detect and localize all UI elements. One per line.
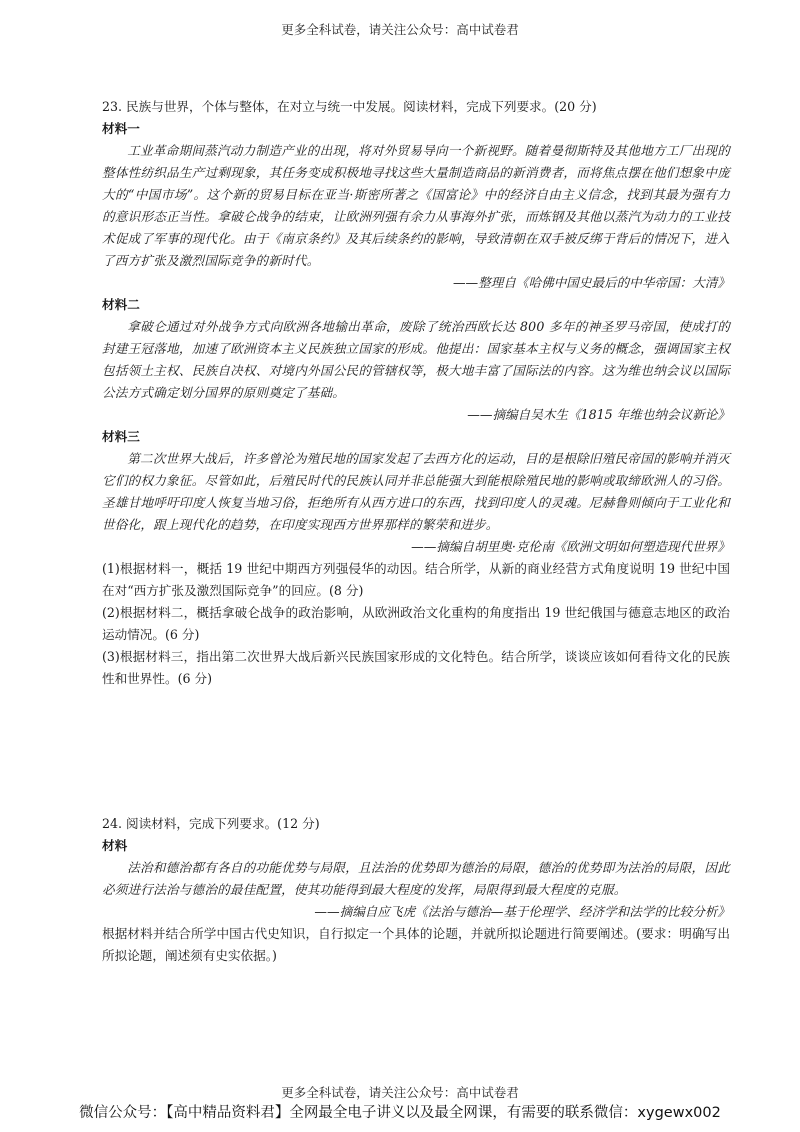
material-2-label: 材料二 [102,297,140,312]
question-24-title: 24. 阅读材料，完成下列要求。(12 分) [102,816,320,831]
material-1-text: 工业革命期间蒸汽动力制造产业的出现，将对外贸易导向一个新视野。随着曼彻斯特及其他地方工厂出现的整体性纺织品生产过剩现象，其任务变成积极地寻找这些大量制造商品的新消费者，而将焦点摆在他们想象中庞大的“中国市场”。这个新的贸易目标在亚当·斯密所著之《国富论》中的经济自由主义信念，找到其最为强有力的意识形态正当性。拿破仑战争的结束，让欧洲列强有余力从事海外扩张，而炼钢及其他以蒸汽为动力的工业技术促成了军事的现代化。由于《南京条约》及其后续条约的影响，导致清朝在双手被反绑于背后的情况下，进入了西方扩张及激烈国际竞争的新时代。 [102,143,730,268]
sub-question-2: (2)根据材料二，概括拿破仑战争的政治影响，从欧洲政治文化重构的角度指出 19 世纪俄国与德意志地区的政治运动情况。(6 分) [102,605,730,642]
sub-question-1: (1)根据材料一，概括 19 世纪中期西方列强侵华的动因。结合所学，从新的商业经营方式角度说明 19 世纪中国在对“西方扩张及激烈国际竞争”的回应。(8 分) [102,561,730,598]
material-3-label: 材料三 [102,429,140,444]
material-1-label: 材料一 [102,121,140,136]
material-1-source: ——整理自《哈佛中国史最后的中华帝国：大清》 [452,275,730,290]
material-3-text: 第二次世界大战后，许多曾沦为殖民地的国家发起了去西方化的运动，目的是根除旧殖民帝国的影响并消灭它们的权力象征。尽管如此，后殖民时代的民族认同并非总能强大到能根除殖民地的影响或取缔欧洲人的习俗。圣雄甘地呼吁印度人恢复当地习俗，拒绝所有从西方进口的东西，找到印度人的灵魂。尼赫鲁则倾向于工业化和世俗化，跟上现代化的趋势，在印度实现西方世界那样的繁荣和进步。 [102,451,730,532]
material-2-source: ——摘编自吴木生《1815 年维也纳会议新论》 [467,407,730,422]
exam-content [102,96,730,967]
material-24-source: ——摘编自应飞虎《法治与德治—基于伦理学、经济学和法学的比较分析》 [314,904,730,919]
page-header: 更多全科试卷，请关注公众号：高中试卷君 [281,22,519,37]
footer-notice: 更多全科试卷，请关注公众号：高中试卷君 [281,1085,519,1100]
question-24-prompt: 根据材料并结合所学中国古代史知识，自行拟定一个具体的论题，并就所拟论题进行简要阐述。(要求：明确写出所拟论题，阐述须有史实依据。) [102,926,730,963]
material-2-text: 拿破仑通过对外战争方式向欧洲各地输出革命，废除了统治西欧长达 800 多年的神圣罗马帝国，使成打的封建王冠落地，加速了欧洲资本主义民族独立国家的形成。他提出：国家基本主权与义务的概念，强调国家主权包括领土主权、民族自决权、对境内外国公民的管辖权等，极大地丰富了国际法的内容。这为维也纳会议以国际公法方式确定划分国界的原则奠定了基础。 [102,319,730,400]
material-24-text: 法治和德治都有各自的功能优势与局限，且法治的优势即为德治的局限，德治的优势即为法治的局限，因此必须进行法治与德治的最佳配置，使其功能得到最大程度的发挥，局限得到最大程度的克服。 [102,860,730,897]
question-23-title: 23. 民族与世界，个体与整体，在对立与统一中发展。阅读材料，完成下列要求。(20 分) [102,99,597,114]
material-24-label: 材料 [102,838,128,853]
footer-wechat-notice: 微信公众号：【高中精品资料君】全网最全电子讲义以及最全网课，有需要的联系微信：xygewx002 [79,1105,721,1121]
material-3-source: ——摘编自胡里奥·克伦南《欧洲文明如何塑造现代世界》 [411,539,730,554]
sub-question-3: (3)根据材料三，指出第二次世界大战后新兴民族国家形成的文化特色。结合所学，谈谈应该如何看待文化的民族性和世界性。(6 分) [102,649,730,686]
